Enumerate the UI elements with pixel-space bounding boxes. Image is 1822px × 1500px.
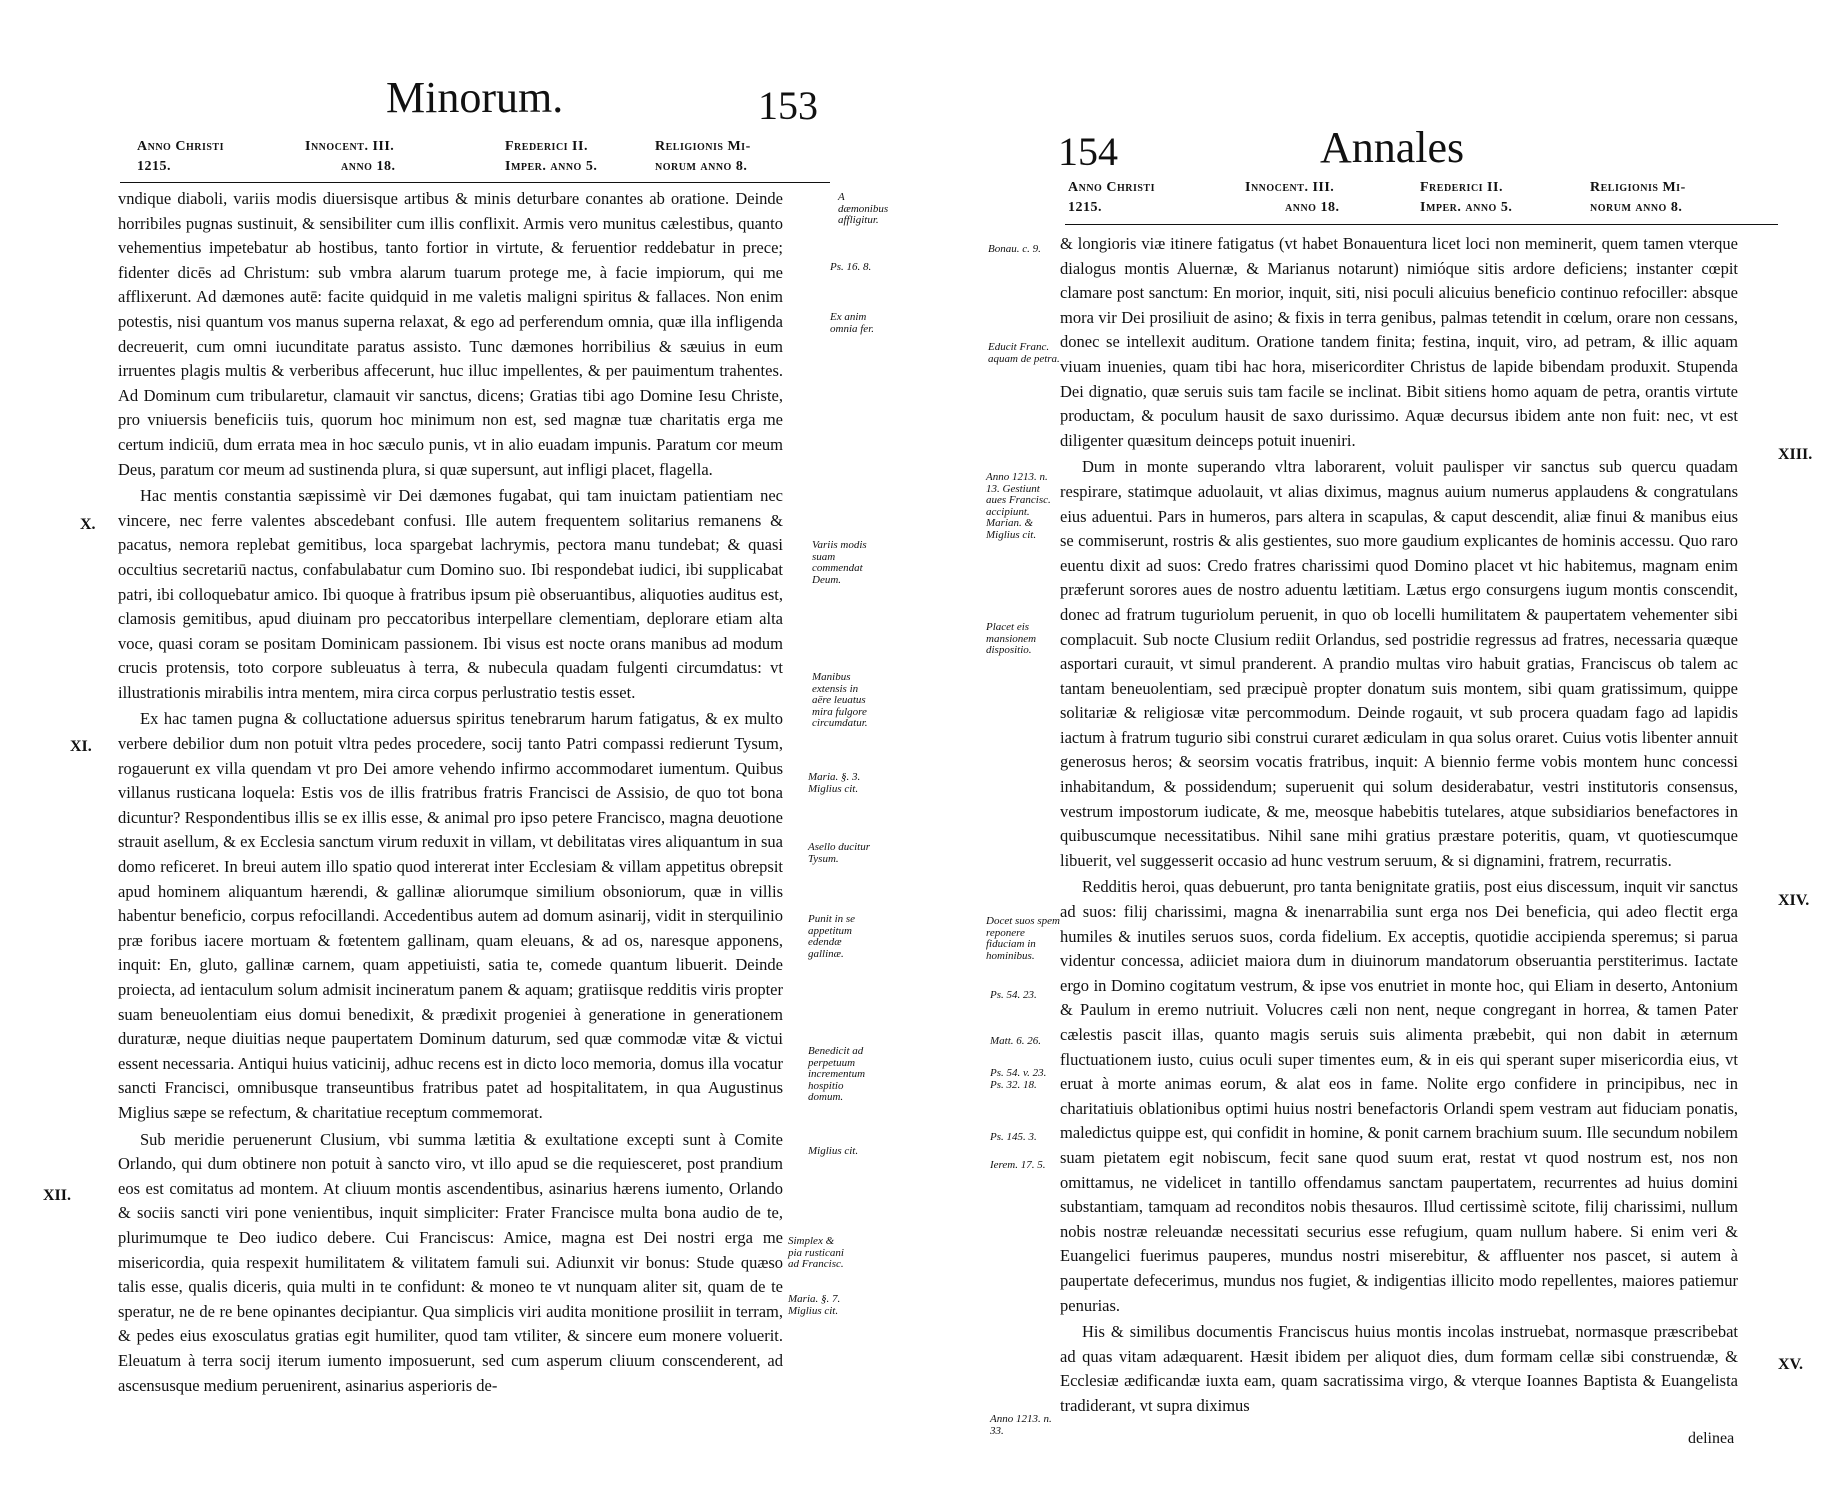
main-text — [118, 187, 783, 1398]
catchword: delinea — [1688, 1430, 1735, 1447]
paragraph: vndique diaboli, variis modis diuersisque artibus & minis deturbare conantes ab oratione. Deinde horribiles pugnas sustinuit, & sensibiliter cum illis conflixit. Armis vero munitus cælestibus, quanto vehementius impetebatur ab hostibus, tanto fortior in virtute, & feruentior reddebatur in prece; fidenter dicēs ad Christum: sub vmbra alarum tuarum protege me, à facie impiorum, qui me afflixerunt. Ad dæmones autē: facite quidquid in me valetis maligni spiritus & fallaces. Non enim potestis, nisi quantum vos manus superna relaxat, & ego ad perferendum omnia, quæ illa infligenda decreuerit, cum omni iucunditate paratus assisto. Tunc dæmones horribilius & sæuius in eum irruentes plagis multis & verberibus affecerunt, huc illuc impellentes, & per pauimentum trahentes. Ad Dominum cum tribularetur, clamauit vir sanctus, dicens; Gratias tibi ago Domine Iesu Christe, pro vniuersis beneficiis tuis, quorum hoc minimum non est, sed magnæ tuæ charitatis erga me certum indiciū, dum errata mea in hoc sæculo punis, vt in alio euadam impunis. Paratum cor meum Deus, paratum cor meum ad sustinenda plura, si quæ supersunt, aut infligi placet, flagella. — [118, 189, 783, 479]
header-anno-christi: Anno Christi 1215. — [137, 139, 224, 174]
running-title: Annales — [1320, 123, 1465, 172]
header-religion: Religionis Mi- norum anno 8. — [655, 139, 751, 174]
margin-note: Asello ducitur Tysum. — [808, 841, 871, 865]
paragraph: His & similibus documentis Franciscus huius montis incolas instruebat, normasque præscribebat ad quas vitam adæquarent. Hæsit ibidem per aliquot dies, dum formam cellæ sibi construendæ, & Ecclesiæ ædificandæ iuxta eam, quam sacratissima virgo, & vterque Ioannes Baptista & Euangelista tradiderant, vt supra diximus — [1060, 1322, 1738, 1415]
section-number: XIV. — [1778, 892, 1810, 909]
page-number: 154 — [1058, 129, 1118, 174]
paragraph: Sub meridie peruenerunt Clusium, vbi summa lætitia & exultatione excepti sunt à Comite Orlando, qui dum obtinere non potuit à sancto viro, vt illo apud se die requiesceret, post prandium eos est comitatus ad montem. At cliuum montis ascendentibus, asinarius hærens iumento, Orlando & sociis sancti viri pone venientibus, inquit simpliciter: Frater Francisce multa bona audio de te, plurimumque te Deo iudico debere. Cui Franciscus: Amice, magna est Dei nostri erga me misericordia, quia respexit humilitatem & vilitatem famuli sui. Adiunxit vir bonus: Stude quæso talis esse, qualis diceris, quia multi in te confidunt: & moneo te vt nunquam aliter sit, quam de te speratur, ne de re bene opinantes decipiantur. Qua simplicis viri audita monitione prosiliit in terram, & pedes eius exosculatus gratias egit humiliter, quod tam vtiliter, & sincere eum monere voluerit. Eleuatum à terra socij iterum iumento imposuerunt, sed cum asperum cliuum conscenderent, ad ascensusque medium peruenirent, asinarius asperioris de- — [118, 1129, 783, 1395]
margin-note: Variis modis suam commendat Deum. — [812, 539, 867, 586]
right-page — [930, 0, 1822, 1500]
margin-note: Ex anim omnia fer. — [830, 311, 874, 335]
margin-note: Ps. 54. 23. — [990, 989, 1037, 1001]
paragraph: Hac mentis constantia sæpissimè vir Dei dæmones fugabat, qui tam inuictam patientiam nec vincere, nec ferre valentes abscedebant confusi. Ille autem frequentem solitarius remanens & pacatus, nemora replebat gemitibus, loca spargebat lachrymis, pectora manu tundebat; & quasi occultius secretariū nactus, confabulabatur cum Domino suo. Ibi respondebat iudici, ibi supplicabat patri, ibi colloquebatur amico. Ibi quoque à fratribus ipsum piè obseruantibus, aliquoties auditus est, clamosis gemitibus, apud diuinam pro peccatoribus interpellare clementiam, deplorare etiam alta voce, quasi coram se positam Dominicam passionem. Ibi visus est nocte orans manibus ad modum crucis protensis, toto corpore subleuatus à terra, & nubecula quadam fulgenti circumdatus: vt illustrationis mirabilis intra mentem, mira circa corpus perlustratio testis esset. — [118, 486, 783, 702]
header-rule — [120, 182, 830, 183]
header-rule — [1065, 224, 1778, 225]
header-pope: Innocent. III. anno 18. — [305, 139, 396, 174]
paragraph: Redditis heroi, quas debuerunt, pro tanta benignitate gratiis, post eius discessum, inquit vir sanctus ad suos: filij charissimi, magna & inenarrabilia sunt erga nos Dei beneficia, qui adeo flectit erga humiles & inutiles seruos suos, corda fidelium. Ex acceptis, quotidie accipienda speremus; si parua videntur concessa, adiiciet maiora dum in diuinorum mandatorum obseruantia perstiterimus. Iactate ergo in Domino cogitatum vestrum, & ipse vos enutriet in monte hoc, qui Eliam in deserto, Antonium & Paulum in eremo nutriuit. Volucres cæli non nent, neque congregant in horrea, & tamen Pater cælestis pascit illas, quanto magis seruis suis alimenta præbebit, qui non dabit in æternum fluctuationem iusto, cuius oculi super timentes eum, & in eis qui sperant super misericordia eius, vt eruat à morte animas eorum, & alat eos in fame. Nolite ergo confidere in principibus, nec in charitatiuis oblationibus optimi huius nostri benefactoris Orlandi spem vestram aut fiduciam ponatis, maledictus quippe est, qui confidit in homine, & ponit carnem brachium suum. Ille secundum nobilem suam pietatem egit nobiscum, fecit sane quod suum erat, restat vt quod nostrum est, nos non omittamus, ne videlicet in tantillo offendamus sanctam paupertatem, recurrentes ad huius domini substantiam, tamquam ad reconditos nobis thesauros. Illud certissimè scitote, filij charissimi, nullum nobis nostræ releuandæ necessitati securius esse refugium, quam nullum habere. Si enim veri & Euangelici fuerimus pauperes, mundus nostri miserebitur, & affluenter nos pascet, si autem à paupertate defecerimus, mundus nos fugiet, & indigentias illicito modo repellentes, maiores patiemur penurias. — [1060, 877, 1738, 1315]
left-page — [0, 0, 889, 1500]
paragraph: & longioris viæ itinere fatigatus (vt habet Bonauentura licet loci non meminerit, quem tamen vterque dialogus montis Aluernæ, & Marianus notarunt) nimióque sitis ardore deficiens; instanter cœpit clamare post sanctum: En morior, inquit, siti, nisi poculi alicuius beneficio continuo refociller: absque mora vir Dei prosiliuit de asino; & fixis in terra genibus, palmas tetendit in cœlum, orare non cessans, donec se intellexit auditum. Oratione tandem finita; festina, inquit, viro, ad petram, & illic aquam viuam inuenies, quam tibi hac hora, misericorditer Christus de lapide bibendam produxit. Stupenda Dei dignatio, quæ seruis suis tam facile se inclinat. Bibit sitiens homo aquam de petra, orantis virtute productam, & poculum hausit de saxo durissimo. Aquæ decursus ibidem ante non fuit: nec, vt est diligenter quæsitum deinceps potuit inueniri. — [1060, 234, 1738, 450]
margin-note: Ierem. 17. 5. — [990, 1159, 1046, 1171]
header-anno-christi: Anno Christi 1215. — [1068, 180, 1155, 215]
margin-note: Manibus extensis in aëre leuatus mira fulgore circumdatur. — [812, 671, 868, 729]
margin-note: Punit in se appetitum edendæ gallinæ. — [808, 913, 856, 960]
margin-note: Simplex & pia rusticani ad Francisc. — [788, 1235, 844, 1270]
section-number: XV. — [1778, 1356, 1804, 1373]
margin-note: Maria. §. 3. Miglius cit. — [808, 771, 861, 795]
margin-note: A dæmonibus affligitur. — [838, 191, 889, 226]
section-number: XII. — [43, 1187, 72, 1204]
margin-note: Placet eis mansionem dispositio. — [986, 621, 1037, 656]
margin-note: Anno 1213. n. 13. Gestiunt aues Francisc. accipiunt. Marian. & Miglius cit. — [986, 471, 1051, 541]
margin-note: Ps. 54. v. 23. Ps. 32. 18. — [990, 1067, 1047, 1091]
section-number: XIII. — [1778, 446, 1813, 463]
margin-note: Bonau. c. 9. — [988, 243, 1041, 255]
margin-note: Miglius cit. — [808, 1145, 859, 1157]
paragraph: Dum in monte superando vltra laborarent, voluit paulisper vir sanctus sub quercu quadam respirare, statimque aduolauit, vt alias diximus, magnus auium numerus applaudens & congratulans eius aduentui. Pars in humeros, pars altera in scapulas, & caput descendit, aliæ finui & manibus eius se commiserunt, rostris & alis gestientes, suo more gaudium explicantes de hominis accessu. Quo raro euentu dixit ad suos: Credo fratres charissimi quod Domino placet vt hic habitemus, magnam enim præferunt sorores aues de nostro aduentu lætitiam. Lætus ergo consurgens iugum montis conscendit, donec ad fratrum tuguriolum peruenit, in quo ob locelli humilitatem & paupertatem vehementer sibi complacuit. Sub nocte Clusium rediit Orlandus, sed postridie regressus ad fratres, necessaria quæque asportari curauit, vt simul pranderent. A prandio multas viro habuit gratias, Franciscus ob talem ac tantam beneuolentiam, sed præcipuè propter donatum suis montem, sibi quam gratissimum, quippe solitariæ & religiosæ vitæ percommodum. Deinde rogauit, vt sub procera quadam fago ad lapidis iactum à fratrum tugurio sibi construi curaret ædiculam in qua solus oraret. Cuius votis libenter annuit generosus heros; & seorsim vocatis fratribus, inquit: A biennio ferme vobis montem hunc concessi inhabitandum, & possidendum; superuenit qui solum desiderabatur, vestri institutoris consensus, vestrum impostorum iudicate, & me, meosque habebitis tutelares, atque subsidiarios benefactores in quibuscumque necessitatibus. Nihil sane mihi gratius præstare poteritis, quam, vt quotiescumque libuerit, vel suggesserit occasio ad hunc vestrum seruum, & si dignamini, fratrem, recurratis. — [1060, 457, 1738, 870]
margin-note: Ps. 16. 8. — [830, 261, 872, 273]
page-number: 153 — [758, 83, 818, 128]
margin-note: Matt. 6. 26. — [990, 1035, 1042, 1047]
margin-note: Educit Franc. aquam de petra. — [988, 341, 1060, 365]
margin-note: Benedicit ad perpetuum incrementum hospitio domum. — [808, 1045, 866, 1103]
main-text — [1060, 232, 1738, 1419]
paragraph: Ex hac tamen pugna & colluctatione aduersus spiritus tenebrarum harum fatigatus, & ex multo verbere debilior dum non potuit vltra pedes procedere, socij tanto Patri compassi redierunt Tysum, rogauerunt ex villa quendam vt pro Dei amore vehendo infirmo accommodaret iumentum. Quibus villanus rusticana loquela: Estis vos de illis fratribus fratris Francisci de Assisio, de quo tot bona dicuntur? Respondentibus illis se ex illis esse, & animal pro ipso petere Francisco, magna deuotione strauit asellum, & ex Ecclesia sanctum virum reduxit in villam, vt debilitatas vires aliquantum in sua domo reficeret. In breui autem illo spatio quod intererat inter Ecclesiam & villam appetitus obrepsit apud hominem aliquantum hærendi, & gallinæ aliorumque similium obsoniorum, quæ in villis habentur beneficio, corpus refocillandi. Accedentibus autem ad domum asinarij, vidit in sterquilinio præ foribus iacere mortuam & fœtentem gallinam, quam eleuans, & ad os, naresque apponens, inquit: En, gluto, gallinæ carnem, quam appetiuisti, satia te, comede quantum libuerit. Deinde proiecta, ad ientaculum solum admisit incineratum panem & aquam; gratiisque redditis viris propter suam beneuolentiam eius domui benedixit, & prædixit progeniei à generatione in generationem duraturæ, neque diuitias neque paupertatem Dominum daturum, sed quæ commodæ vitæ & victui essent necessaria. Antiqui huius vaticinij, adhuc recens est in dicto loco memoria, domus illa vocatur sancti Francisci, omnibusque transeuntibus fratribus patet ad hospitalitatem, in qua Augustinus Miglius sæpe se refectum, & charitatiue receptum commemorat. — [118, 709, 783, 1122]
margin-note: Anno 1213. n. 33. — [990, 1413, 1052, 1437]
section-number: X. — [80, 516, 96, 533]
header-emperor: Frederici II. Imper. anno 5. — [1420, 180, 1513, 215]
header-religion: Religionis Mi- norum anno 8. — [1590, 180, 1686, 215]
margin-note: Docet suos spem reponere fiduciam in hominibus. — [986, 915, 1060, 962]
header-pope: Innocent. III. anno 18. — [1245, 180, 1340, 215]
section-number: XI. — [70, 738, 92, 755]
running-title: Minorum. — [386, 73, 564, 122]
margin-note: Ps. 145. 3. — [990, 1131, 1037, 1143]
header-emperor: Frederici II. Imper. anno 5. — [505, 139, 598, 174]
margin-note: Maria. §. 7. Miglius cit. — [788, 1293, 841, 1317]
